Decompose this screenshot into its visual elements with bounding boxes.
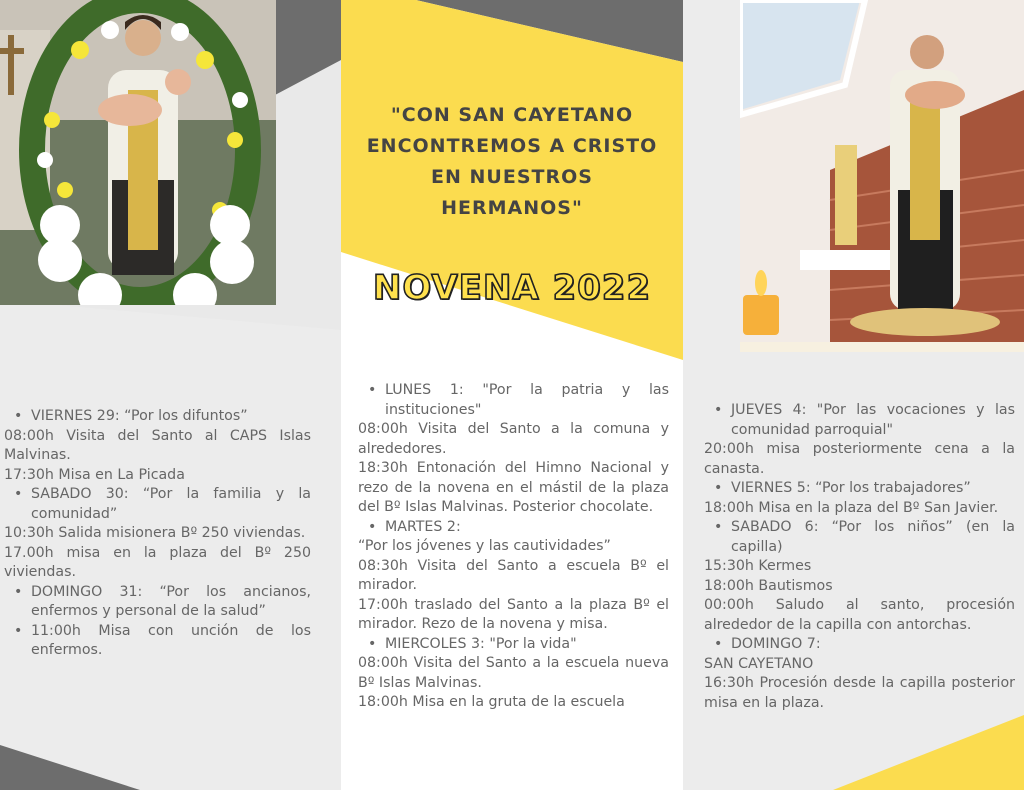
day-lunes-1: • LUNES 1: "Por la patria y las instituciones" [358,381,669,420]
schedule-item: 08:00h Visita del Santo a la escuela nueva Bº Islas Malvinas. [358,655,669,691]
day-martes-2: • MARTES 2: [358,518,669,538]
schedule-item: 08:00h Visita del Santo a la comuna y alrededores. [358,421,669,457]
schedule-item: 17.00h misa en la plaza del Bº 250 viviendas. [4,544,311,580]
schedule-item: 10:30h Salida misionera Bº 250 viviendas. [4,525,306,541]
schedule-item: 16:30h Procesión desde la capilla posterior misa en la plaza. [704,675,1015,711]
day-sabado-6: • SABADO 6: “Por los niños” (en la capilla) [704,518,1015,557]
schedule-item: “Por los jóvenes y las cautividades” [358,538,611,554]
schedule-col3 [704,401,1015,713]
schedule-item: 18:00h Misa en la plaza del Bº San Javier. [704,499,999,516]
schedule-item: 15:30h Kermes [704,558,812,574]
schedule-item: 20:00h misa posteriormente cena a la canasta. [704,441,1015,477]
schedule-item: 08:00h Visita del Santo al CAPS Islas Malvinas. [4,427,311,463]
statue-photo-right [740,0,1024,352]
statue-image [0,0,276,305]
novena-heading: NOVENA 2022 [372,268,652,308]
right-panel [683,0,1024,790]
schedule-item: 18:00h Bautismos [704,577,833,594]
schedule-item: 08:30h Visita del Santo a escuela Bº el mirador. [358,557,669,593]
schedule-item: 00:00h Saludo al santo, procesión alrededor de la capilla con antorchas. [704,597,1015,633]
schedule-item: 17:00h traslado del Santo a la plaza Bº el mirador. Rezo de la novena y misa. [358,596,669,632]
day-jueves-4: • JUEVES 4: "Por las vocaciones y las comunidad parroquial" [704,401,1015,440]
day-miercoles-3: • MIERCOLES 3: "Por la vida" [358,635,669,655]
schedule-item: 18:30h Entonación del Himno Nacional y rezo de la novena en el mástil de la plaza del Bº Islas Malvinas. Posterior chocolate. [358,460,669,515]
statue-photo-left [0,0,276,305]
schedule-col1 [4,407,311,661]
schedule-item: 18:00h Misa en la gruta de la escuela [358,694,625,710]
statue-image [740,0,1024,352]
day-sabado-30: • SABADO 30: “Por la familia y la comunidad” [4,485,311,524]
day-viernes-29: • VIERNES 29: “Por los difuntos” [4,407,311,427]
left-panel [0,0,341,790]
schedule-item: SAN CAYETANO [704,655,814,672]
slogan-title: "CON SAN CAYETANO ENCONTREMOS A CRISTO EN NUESTROS HERMANOS" [366,104,658,219]
day-domingo-7: • DOMINGO 7: [704,635,1015,655]
day-domingo-31: • DOMINGO 31: “Por los ancianos, enfermos y personal de la salud” [4,583,311,622]
center-panel [341,0,683,790]
schedule-item: • 11:00h Misa con unción de los enfermos. [4,622,311,661]
day-viernes-5: • VIERNES 5: “Por los trabajadores” [704,479,1015,499]
schedule-col2 [358,381,669,713]
schedule-item: 17:30h Misa en La Picada [4,466,185,483]
